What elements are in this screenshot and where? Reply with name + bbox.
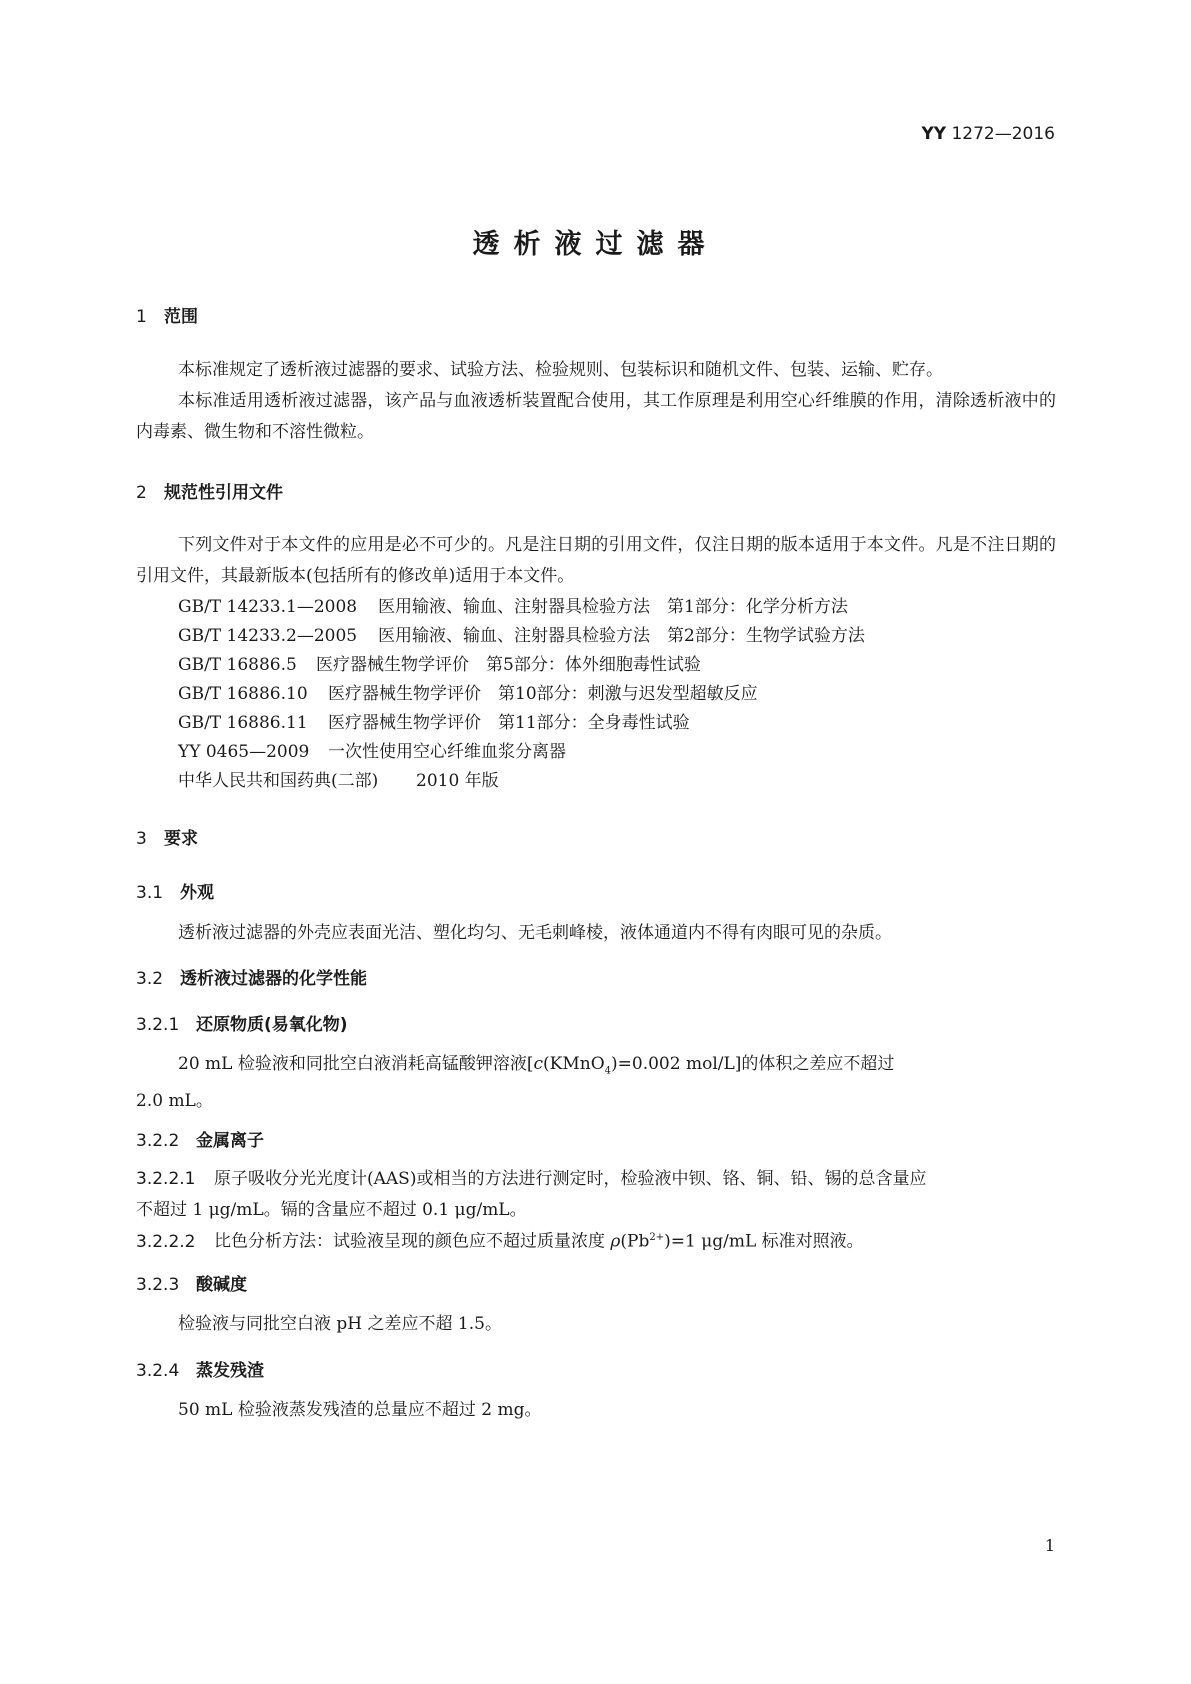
standard-number <box>921 124 1055 144</box>
reference-item: GB/T 14233.1—2008 医用输液、输血、注射器具检验方法 第1部分：化学分析方法 <box>178 597 848 617</box>
section-3-2-4-paragraph: 50 mL 检验液蒸发残渣的总量应不超过 2 mg。 <box>178 1400 542 1420</box>
reference-item: GB/T 16886.11 医疗器械生物学评价 第11部分：全身毒性试验 <box>178 713 690 733</box>
section-heading-3-2-3: 3.2.3 酸碱度 <box>136 1275 247 1295</box>
section-heading-3-2-1: 3.2.1 还原物质(易氧化物) <box>136 1015 348 1035</box>
standard-prefix: YY <box>921 124 947 144</box>
section-1-paragraph-1: 本标准规定了透析液过滤器的要求、试验方法、检验规则、包装标识和随机文件、包装、运输、贮存。 <box>178 360 943 380</box>
section-3-1-paragraph: 透析液过滤器的外壳应表面光洁、塑化均匀、无毛刺峰棱，液体通道内不得有肉眼可见的杂质。 <box>178 923 892 943</box>
clause-3-2-2-2: 3.2.2.2 比色分析方法：试验液呈现的颜色应不超过质量浓度 $\rho(Pb^{2+})=1$ μg/mL 标准对照液。 <box>136 1231 864 1252</box>
reference-item: 中华人民共和国药典(二部) 2010 年版 <box>178 771 499 791</box>
section-heading-3-2-4: 3.2.4 蒸发残渣 <box>136 1361 264 1381</box>
section-heading-3-1: 3.1 外观 <box>136 883 214 903</box>
reference-item: YY 0465—2009 一次性使用空心纤维血浆分离器 <box>178 742 566 762</box>
reference-item: GB/T 14233.2—2005 医用输液、输血、注射器具检验方法 第2部分：生物学试验方法 <box>178 626 865 646</box>
document-title: 透析液过滤器 <box>472 229 719 260</box>
reference-item: GB/T 16886.10 医疗器械生物学评价 第10部分：刺激与迟发型超敏反应 <box>178 684 758 704</box>
section-heading-1: 1 范围 <box>136 307 198 327</box>
standard-code: 1272—2016 <box>951 124 1055 144</box>
section-1-paragraph-2: 本标准适用透析液过滤器，该产品与血液透析装置配合使用，其工作原理是利用空心纤维膜的作用，清除透析液中的内毒素、微生物和不溶性微粒。 <box>136 391 1056 442</box>
section-heading-3-2: 3.2 透析液过滤器的化学性能 <box>136 969 367 989</box>
section-heading-2: 2 规范性引用文件 <box>136 483 283 503</box>
clause-3-2-2-1: 3.2.2.1 原子吸收分光光度计(AAS)或相当的方法进行测定时，检验液中钡、铬、铜、铅、锡的总含量应 不超过 1 μg/mL。镉的含量应不超过 0.1 μg/mL。 <box>136 1169 927 1220</box>
section-3-2-3-paragraph: 检验液与同批空白液 pH 之差应不超 1.5。 <box>178 1314 502 1334</box>
reference-item: GB/T 16886.5 医疗器械生物学评价 第5部分：体外细胞毒性试验 <box>178 655 701 675</box>
section-heading-3-2-2: 3.2.2 金属离子 <box>136 1131 264 1151</box>
page-number: 1 <box>1044 1536 1055 1555</box>
section-3-2-1-paragraph: 20 mL 检验液和同批空白液消耗高锰酸钾溶液[c(KMnO$_4$)=0.002 mol/L]的体积之差应不超过 2.0 mL。 <box>136 1054 895 1112</box>
section-2-paragraph-1: 下列文件对于本文件的应用是必不可少的。凡是注日期的引用文件，仅注日期的版本适用于本文件。凡是不注日期的引用文件，其最新版本(包括所有的修改单)适用于本文件。 <box>136 535 1056 586</box>
section-heading-3: 3 要求 <box>136 829 198 849</box>
